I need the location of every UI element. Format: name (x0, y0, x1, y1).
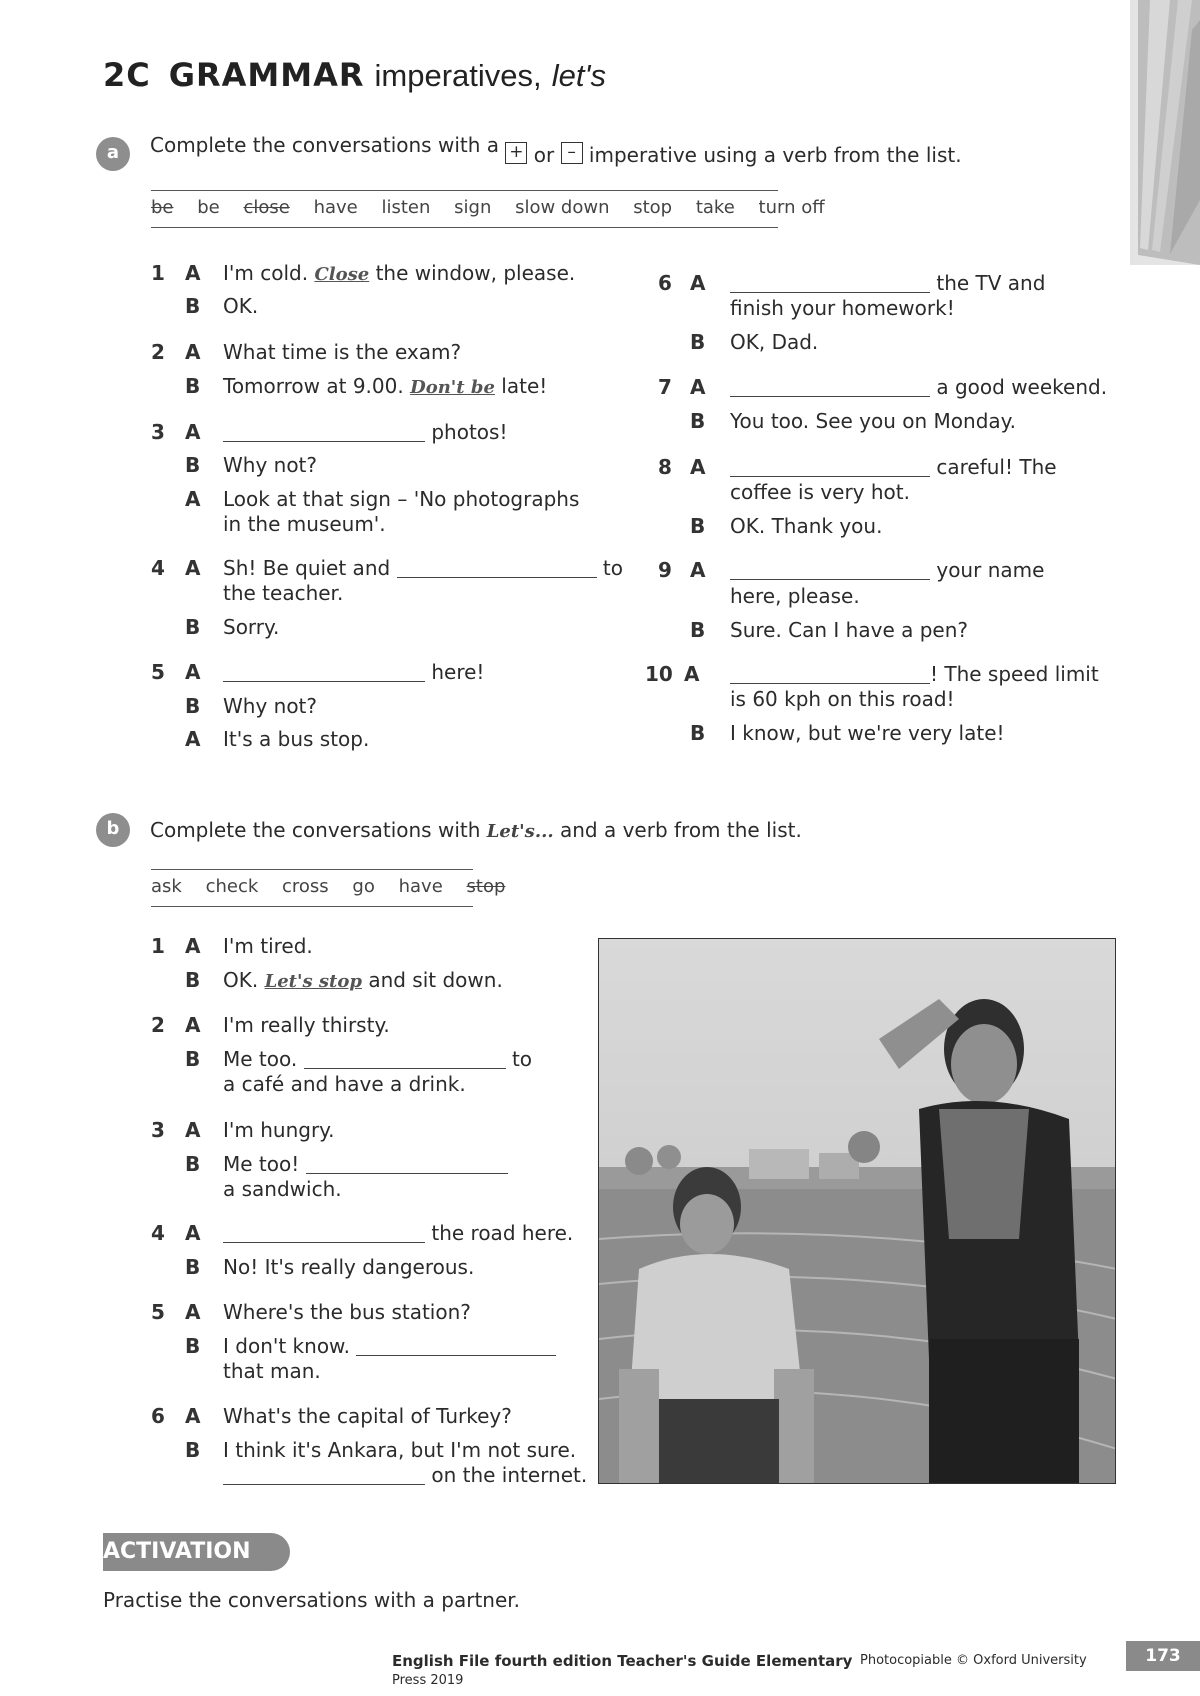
speaker-a: A (185, 934, 201, 958)
word: take (695, 197, 735, 218)
speaker-a: A (185, 340, 201, 364)
footer-copyright: Photocopiable © Oxford University (860, 1653, 1087, 1668)
dialogue-line: OK. (223, 294, 259, 318)
instr-or: or (533, 143, 555, 167)
topic: imperatives, (374, 58, 542, 93)
answer-blank[interactable] (730, 457, 930, 477)
dialogue-line: I'm really thirsty. (223, 1013, 390, 1037)
section-a-badge: a (96, 137, 130, 171)
speaker-b: B (185, 968, 201, 992)
speaker-b: B (185, 374, 201, 398)
dialogue-line: What's the capital of Turkey? (223, 1404, 512, 1428)
speaker-b: B (690, 618, 706, 642)
item-number: 2 (151, 1013, 165, 1037)
speaker-b: B (185, 1334, 201, 1358)
dialogue-line: Sorry. (223, 615, 280, 639)
dialogue-line: I don't know. (223, 1334, 556, 1358)
answer-blank[interactable] (306, 1154, 508, 1174)
dialogue-line: coffee is very hot. (730, 480, 910, 504)
example-answer: Close (314, 264, 370, 285)
dialogue-line: the teacher. (223, 581, 344, 605)
answer-blank[interactable] (730, 560, 930, 580)
dialogue-line: No! It's really dangerous. (223, 1255, 475, 1279)
speaker-a: A (185, 556, 201, 580)
minus-box: – (561, 142, 583, 164)
dialogue-line: It's a bus stop. (223, 727, 370, 751)
speaker-b: B (690, 330, 706, 354)
speaker-b: B (185, 1255, 201, 1279)
speaker-b: B (185, 615, 201, 639)
answer-blank[interactable] (223, 422, 425, 442)
dialogue-line: Tomorrow at 9.00. Don't be late! (223, 374, 548, 398)
dialogue-line: OK, Dad. (730, 330, 819, 354)
speaker-b: B (690, 721, 706, 745)
page-edge-tab (1130, 0, 1200, 265)
word: stop (466, 876, 506, 897)
item-number: 3 (151, 420, 165, 444)
dialogue-line: ! The speed limit (730, 662, 1099, 686)
item-number: 10 (645, 662, 673, 686)
dialogue-line: I'm cold. Close the window, please. (223, 261, 576, 285)
dialogue-line: OK. Let's stop and sit down. (223, 968, 503, 992)
activation-text: Practise the conversations with a partner. (103, 1588, 521, 1612)
speaker-a: A (185, 1404, 201, 1428)
dialogue-line: Look at that sign – 'No photographs (223, 487, 580, 511)
speaker-a: A (185, 420, 201, 444)
word: slow down (515, 197, 610, 218)
unit-code: 2C (103, 56, 151, 94)
item-number: 5 (151, 660, 165, 684)
dialogue-line: I'm tired. (223, 934, 313, 958)
speaker-b: B (185, 1047, 201, 1071)
item-number: 1 (151, 934, 165, 958)
answer-blank[interactable] (223, 1465, 425, 1485)
item-number: 6 (658, 271, 672, 295)
speaker-a: A (185, 1013, 201, 1037)
dialogue-line: is 60 kph on this road! (730, 687, 955, 711)
item-number: 2 (151, 340, 165, 364)
answer-blank[interactable] (397, 558, 597, 578)
speaker-a: A (185, 1221, 201, 1245)
dialogue-line: photos! (223, 420, 507, 444)
answer-blank[interactable] (223, 1223, 425, 1243)
answer-blank[interactable] (356, 1336, 556, 1356)
dialogue-line: Sure. Can I have a pen? (730, 618, 969, 642)
dialogue-line: the road here. (223, 1221, 573, 1245)
word: be (197, 197, 220, 218)
speaker-a: A (185, 261, 201, 285)
footer-book-title: English File fourth edition Teacher's Guide Elementary (392, 1652, 853, 1670)
part-a-instructions (150, 130, 962, 167)
dialogue-line: your name (730, 558, 1044, 582)
dialogue-line: a sandwich. (223, 1177, 342, 1201)
word: have (313, 197, 358, 218)
dialogue-line: a good weekend. (730, 375, 1107, 399)
speaker-b: B (690, 514, 706, 538)
item-number: 4 (151, 556, 165, 580)
example-answer: Don't be (410, 377, 495, 398)
speaker-a: A (690, 455, 706, 479)
item-number: 9 (658, 558, 672, 582)
word: sign (454, 197, 492, 218)
word: go (352, 876, 375, 897)
answer-blank[interactable] (730, 273, 930, 293)
dialogue-line: I think it's Ankara, but I'm not sure. (223, 1438, 577, 1462)
dialogue-line: I'm hungry. (223, 1118, 335, 1142)
answer-blank[interactable] (730, 664, 930, 684)
word-list-b (151, 869, 506, 907)
instr-text-2: imperative using a verb from the list. (588, 143, 962, 167)
section-b-badge: b (96, 813, 130, 847)
instr-text: Complete the conversations with (150, 818, 481, 842)
section-name: GRAMMAR (168, 56, 365, 94)
dialogue-line: finish your homework! (730, 296, 955, 320)
instr-text: Complete the conversations with a (150, 133, 500, 157)
speaker-b: B (185, 1152, 201, 1176)
speaker-a: A (185, 1300, 201, 1324)
dialogue-line: that man. (223, 1359, 321, 1383)
speaker-a: A (690, 558, 706, 582)
word: close (243, 197, 290, 218)
item-number: 5 (151, 1300, 165, 1324)
word: be (151, 197, 174, 218)
speaker-b: B (690, 409, 706, 433)
speaker-a: A (185, 660, 201, 684)
speaker-b: B (185, 453, 201, 477)
dialogue-line: here! (223, 660, 484, 684)
word: stop (633, 197, 673, 218)
speaker-a: A (690, 271, 706, 295)
dialogue-line: Why not? (223, 453, 318, 477)
speaker-a: A (185, 727, 201, 751)
dialogue-line: I know, but we're very late! (730, 721, 1005, 745)
dialogue-line: OK. Thank you. (730, 514, 883, 538)
item-number: 1 (151, 261, 165, 285)
dialogue-line: here, please. (730, 584, 860, 608)
speaker-b: B (185, 294, 201, 318)
word: check (205, 876, 259, 897)
word: ask (151, 876, 182, 897)
speaker-b: B (185, 1438, 201, 1462)
answer-blank[interactable] (730, 377, 930, 397)
dialogue-line: What time is the exam? (223, 340, 462, 364)
word: cross (282, 876, 329, 897)
item-number: 8 (658, 455, 672, 479)
dialogue-line: Me too. to (223, 1047, 533, 1071)
item-number: 7 (658, 375, 672, 399)
dialogue-line: Me too! (223, 1152, 508, 1176)
answer-blank[interactable] (304, 1049, 506, 1069)
word: listen (381, 197, 431, 218)
item-number: 3 (151, 1118, 165, 1142)
photo-two-men-running-track (598, 938, 1116, 1484)
dialogue-line: in the museum'. (223, 512, 386, 536)
speaker-a: A (185, 487, 201, 511)
dialogue-line: Sh! Be quiet and to (223, 556, 623, 580)
dialogue-line: careful! The (730, 455, 1057, 479)
instr-lets: Let's... (486, 821, 554, 842)
part-b-instructions (150, 818, 802, 842)
footer-press: Press 2019 (392, 1673, 464, 1688)
instr-text-2: and a verb from the list. (559, 818, 802, 842)
speaker-a: A (185, 1118, 201, 1142)
plus-box: + (505, 142, 527, 164)
word: have (398, 876, 443, 897)
speaker-a: A (690, 375, 706, 399)
dialogue-line: Why not? (223, 694, 318, 718)
dialogue-line: the TV and (730, 271, 1045, 295)
page-number: 173 (1126, 1641, 1200, 1671)
word-list-a (151, 190, 825, 228)
topic-italic: let's (551, 58, 606, 93)
activation-banner: ACTIVATION (103, 1533, 290, 1571)
dialogue-line: You too. See you on Monday. (730, 409, 1017, 433)
answer-blank[interactable] (223, 662, 425, 682)
word: turn off (758, 197, 825, 218)
dialogue-line: Where's the bus station? (223, 1300, 471, 1324)
dialogue-line: on the internet. (223, 1463, 587, 1487)
dialogue-line: a café and have a drink. (223, 1072, 466, 1096)
page-title (103, 56, 606, 94)
item-number: 6 (151, 1404, 165, 1428)
example-answer: Let's stop (264, 971, 362, 992)
speaker-a: A (684, 662, 700, 686)
speaker-b: B (185, 694, 201, 718)
item-number: 4 (151, 1221, 165, 1245)
